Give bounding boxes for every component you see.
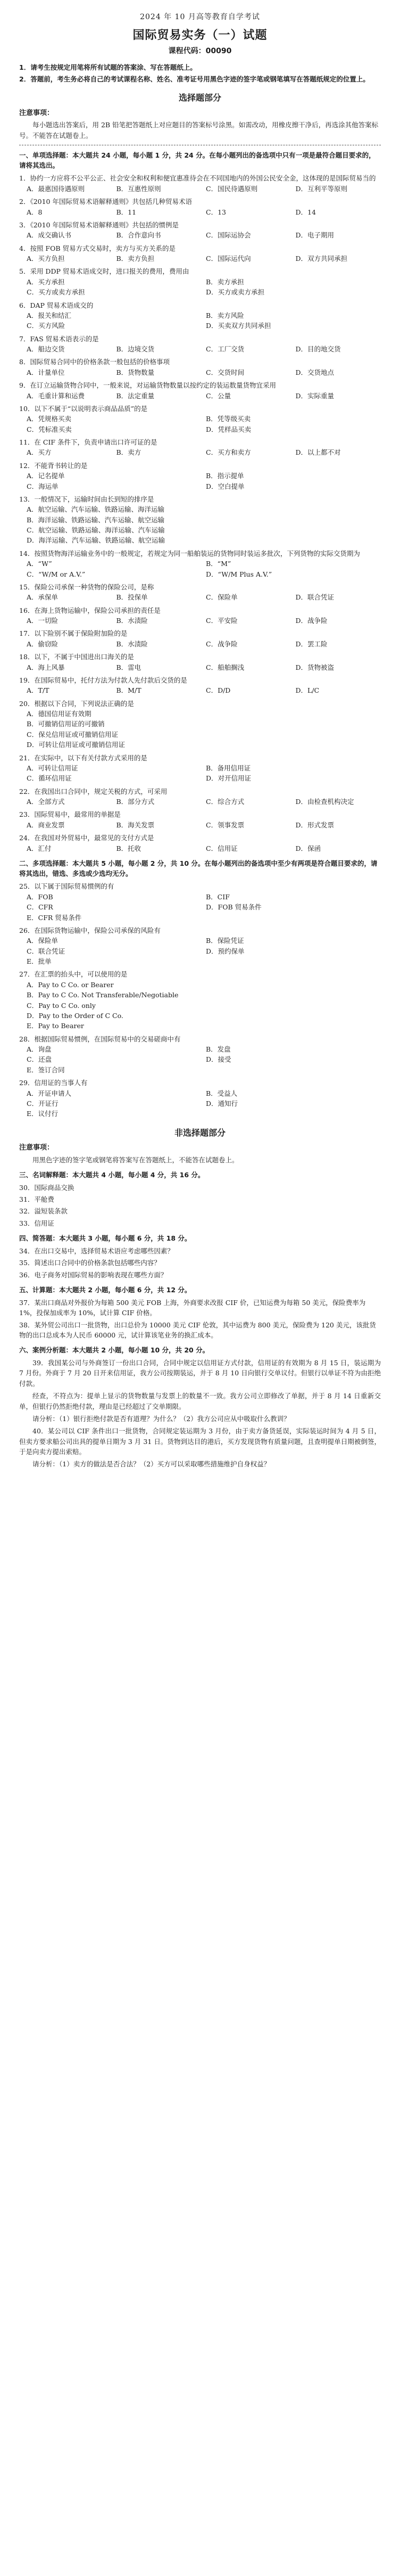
option: D．海洋运输、汽车运输、铁路运输、航空运输 [27, 536, 165, 545]
option: C．买方风险 [27, 322, 65, 330]
option: B．受益人 [206, 1089, 238, 1097]
option: A．“W” [27, 560, 52, 568]
question [19, 357, 381, 378]
option: C．综合方式 [206, 798, 245, 806]
option: C．循环信用证 [27, 774, 72, 783]
question [19, 173, 381, 194]
option-list [27, 892, 381, 923]
option: A．报关和结汇 [27, 311, 72, 319]
question: 36．电子商务对国际贸易的影响表现在哪些方面？ [19, 1270, 168, 1279]
section4-questions [19, 1246, 381, 1280]
option: E．签订合同 [27, 1065, 65, 1074]
option-list [27, 763, 381, 784]
question-stem: 17．以下险别不属于保险附加险的是 [19, 629, 128, 638]
part1-title: 选择题部分 [178, 93, 221, 103]
section5-questions [19, 1298, 381, 1341]
question: 38．某外贸公司出口一批货物，出口总价为 10000 美元 CIF 伦敦，其中运费为 800 美元，保险费为 120 美元，该批货物的出口总成本为人民币 60000 元，试计算该笔业务的换汇成本。 [19, 1320, 376, 1339]
option: D．形式发票 [295, 821, 335, 829]
question [19, 266, 381, 297]
option: D．货物被盗 [295, 663, 335, 671]
option: B．指示提单 [206, 472, 244, 480]
option: C．工厂交货 [206, 345, 245, 354]
question-stem: 28．根据国际贸易惯例，在国际贸易中的交易磋商中有 [19, 1035, 181, 1043]
question [19, 1078, 381, 1119]
question-stem: 2．《2010 年国际贸易术语解释通则》共包括几种贸易术语 [19, 198, 192, 206]
option: D．预约保单 [206, 947, 245, 955]
question: 32．溢短装条款 [19, 1207, 68, 1216]
option: D．通知行 [206, 1099, 238, 1107]
option-list [27, 253, 381, 264]
option: B．海洋运输、铁路运输、汽车运输、航空运输 [27, 515, 165, 524]
section4-head: 四、简答题：本大题共 3 小题，每小题 6 分，共 18 分。 [19, 1234, 191, 1243]
option: A．买方承担 [27, 277, 65, 286]
section5-head: 五、计算题：本大题共 2 小题，每小题 6 分，共 12 分。 [19, 1286, 191, 1294]
option: C．凭标准买卖 [27, 425, 72, 433]
option-list [27, 559, 381, 579]
question-stem: 5．采用 DDP 贸易术语成交时，进口报关的费用，费用由 [19, 267, 189, 276]
option: C．“W/M or A.V.” [27, 570, 86, 578]
option: C．信用证 [206, 844, 238, 852]
option-list [27, 936, 381, 966]
option: A．承保单 [27, 593, 59, 602]
option: D．战争险 [295, 617, 328, 625]
option: D．买卖双方共同承担 [206, 322, 271, 330]
case40-para: 40．某公司以 CIF 条件出口一批货物，合同规定装运期为 3 月份，由于卖方备货延误，实际装运时间为 4 月 5 日，但卖方要求船公司出具的提单日期为 3 月 31 日。货物到达目的港后，买方发现货物有质量问题，且查明提单日期被倒签，于是向卖方提出索赔。 [19, 1427, 381, 1456]
case-40 [19, 1426, 381, 1470]
question [19, 809, 381, 830]
option: C．船舶搁浅 [206, 663, 245, 671]
option: C．13 [206, 208, 226, 216]
question [19, 925, 381, 967]
question-stem: 20．根据以下合同，下列说法正确的是 [19, 699, 134, 708]
option: E．批单 [27, 957, 52, 966]
option: C．联合凭证 [27, 947, 65, 955]
option-list [27, 980, 381, 1031]
option: C．开证行 [27, 1099, 59, 1107]
option: C．航空运输、铁路运输、海洋运输、汽车运输 [27, 526, 165, 535]
question-stem: 26．在国际货物运输中，保险公司承保的风险有 [19, 926, 161, 934]
option: A．海上风暴 [27, 663, 65, 671]
option: D．目的地交货 [295, 345, 341, 354]
question [19, 243, 381, 264]
section3-questions [19, 1183, 381, 1229]
question [19, 628, 381, 649]
question-stem: 22．在我国出口合同中，规定关税的方式，可采用 [19, 787, 168, 795]
option: B．合作意向书 [116, 231, 161, 240]
section3-head: 三、名词解释题：本大题共 4 小题，每小题 4 分，共 16 分。 [19, 1170, 205, 1179]
option: C．领事发票 [206, 821, 245, 829]
case39-para: 39．我国某公司与外商签订一份出口合同，合同中规定以信用证方式付款，信用证的有效期为 8 月 15 日，装运期为 7 月份。外商于 7 月 20 日开来信用证，我方公司按期装运，并于 8 月 10 日向银行交单议付。但银行以单证不符为由拒绝付款。 [19, 1359, 381, 1388]
question-stem: 8．国际贸易合同中的价格条款一般包括的价格事项 [19, 358, 170, 366]
option: B．M/T [116, 686, 141, 695]
option-list [27, 1088, 381, 1119]
question-stem: 16．在海上货物运输中，保险公司承担的责任是 [19, 606, 161, 614]
option: D．Pay to the Order of C Co. [27, 1011, 123, 1020]
option: C．买方或卖方承担 [27, 288, 85, 297]
option-list [27, 1044, 381, 1075]
part1-notice-text: 每小题选出答案后，用 2B 铅笔把答题纸上对应题目的答案标号涂黑。如需改动，用橡皮擦干净后，再选涂其他答案标号。不能答在试题卷上。 [19, 121, 379, 140]
question [19, 881, 381, 923]
question [19, 833, 381, 854]
option: A．汇付 [27, 844, 52, 852]
option: C．Pay to C Co. only [27, 1001, 96, 1010]
option-list [27, 310, 381, 331]
option-list [27, 843, 381, 854]
option: A．凭规格买卖 [27, 415, 72, 423]
question-stem: 1．协约一方应将不公平公正、社会安全和权利和便宜惠准待会在不同国地内的外国公民安全金，这体现的是国际贸易当的 [19, 174, 376, 183]
option-list [27, 344, 381, 354]
option: B．互惠性原则 [116, 184, 161, 193]
question [19, 300, 381, 331]
option: B．CIF [206, 892, 230, 901]
option-list [27, 592, 381, 602]
option: C．D/D [206, 686, 231, 695]
question-stem: 4．按照 FOB 贸易方式交易时，卖方与买方关系的是 [19, 244, 176, 252]
notice-1: 1．请考生按规定用笔将所有试题的答案涂、写在答题纸上。 [19, 63, 197, 72]
option: B．卖方承担 [206, 277, 244, 286]
question-stem: 25．以下属于国际贸易惯例的有 [19, 882, 114, 891]
option: D．买方或卖方承担 [206, 288, 265, 297]
question-stem: 29．信用证的当事人有 [19, 1079, 88, 1087]
option: B．托收 [116, 844, 141, 852]
option: D．接受 [206, 1055, 231, 1064]
section1-head: 一、单项选择题：本大题共 24 小题，每小题 1 分，共 24 分。在每小题列出的备选项中只有一项是最符合题目要求的，请将其选出。 [19, 151, 376, 169]
question [19, 969, 381, 1031]
part2-notice-text: 用黑色字迹的签字笔或钢笔将答案写在答题纸上，不能答在试题卷上。 [32, 1155, 239, 1164]
question-stem: 24．在我国对外贸易中，最常见的支付方式是 [19, 834, 154, 842]
option-list [27, 820, 381, 830]
question [19, 1034, 381, 1076]
option: B．凭等级买卖 [206, 415, 251, 423]
option: A．一切险 [27, 617, 59, 625]
option: B．发盘 [206, 1045, 231, 1054]
option: C．战争险 [206, 639, 238, 648]
option: A．FOB [27, 892, 53, 901]
option: D．“W/M Plus A.V.” [206, 570, 272, 578]
option-list [27, 797, 381, 807]
question: 37．某出口商品对外报价为每箱 500 美元 FOB 上海，外商要求改报 CIF 价，已知运费为每箱 50 美元，保险费率为 1%，投保加成率为 10%，试计算 CIF 价格。 [19, 1298, 366, 1317]
question: 31．平舱费 [19, 1195, 54, 1204]
option: D．罢工险 [295, 639, 328, 648]
option: D．可转让信用证或可撤销信用证 [27, 741, 126, 749]
option-list [27, 391, 381, 401]
option: D．交货地点 [295, 368, 335, 376]
option: D．凭样品买卖 [206, 425, 252, 433]
option-list [27, 447, 381, 457]
option: D．电子期用 [295, 231, 335, 240]
option-list [27, 184, 381, 194]
option: A．成交确认书 [27, 231, 72, 240]
question-stem: 6．DAP 贸易术语成交的 [19, 301, 94, 309]
question-stem: 21．在实际中，以下有关付款方式采用的是 [19, 753, 147, 762]
option-list [27, 471, 381, 491]
option: D．联合凭证 [295, 593, 335, 602]
option: E．Pay to Bearer [27, 1022, 84, 1030]
part1-notice-head: 注意事项： [19, 109, 54, 118]
option: A．航空运输、汽车运输、铁路运输、海洋运输 [27, 505, 165, 514]
option: A．可转让信用证 [27, 764, 78, 772]
general-notices [19, 62, 381, 84]
option: A．毛重计算和运费 [27, 391, 85, 400]
option-list [27, 685, 381, 695]
option: C．CFR [27, 903, 53, 912]
option: A．买方 [27, 448, 52, 457]
course-code: 课程代码：00090 [168, 46, 232, 55]
option: D．FOB 贸易条件 [206, 903, 262, 912]
question-stem: 12．不能背书转让的是 [19, 461, 88, 470]
question [19, 380, 381, 401]
question [19, 220, 381, 241]
option: C．买方和卖方 [206, 448, 251, 457]
option: A．Pay to C Co. or Bearer [27, 980, 114, 989]
option-list [27, 207, 381, 217]
question: 35．简述出口合同中的价格条款包括哪些内容？ [19, 1259, 161, 1267]
option: A．船边交货 [27, 345, 65, 354]
option: B．保险凭证 [206, 937, 244, 945]
case40-para: 请分析：（1）卖方的做法是否合法？（2）买方可以采取哪些措施维护自身权益？ [32, 1460, 271, 1469]
option: A．德国信用证有效期 [27, 710, 91, 718]
question [19, 404, 381, 434]
option: A．记名提单 [27, 472, 65, 480]
section2-questions [19, 881, 381, 1119]
option: C．国际运代向 [206, 255, 251, 263]
option: B．备用信用证 [206, 764, 251, 772]
question [19, 786, 381, 807]
option: D．互利平等原则 [295, 184, 348, 193]
question-stem: 9．在订立运输货物合同中，一般来说，对运输货物数量以按约定的装运数量货物宜采用 [19, 381, 276, 390]
option: A．商业发票 [27, 821, 65, 829]
question [19, 582, 381, 603]
option: D．保函 [295, 844, 321, 852]
option: D．空白提单 [206, 482, 245, 490]
option-list [27, 414, 381, 434]
option: B．卖方负担 [116, 255, 155, 263]
option: A．T/T [27, 686, 49, 695]
question-stem: 10．以下不属于“以说明表示商品品质”的是 [19, 404, 148, 413]
option-list [27, 230, 381, 240]
option: C．还盘 [27, 1055, 52, 1064]
option: B．法定重量 [116, 391, 155, 400]
case39-para: 经查，不符点为：提单上显示的货物数量与发票上的数量不一致。我方公司立即修改了单据，并于 8 月 14 日重新交单，但银行仍然拒绝付款，理由是已经超过了交单期限。 [19, 1392, 381, 1410]
part2-title: 非选择题部分 [174, 1127, 226, 1138]
option: A．开证申请人 [27, 1089, 72, 1097]
option-list [27, 639, 381, 649]
option-list [27, 709, 381, 750]
question [19, 334, 381, 355]
question-stem: 7．FAS 贸易术语表示的是 [19, 334, 99, 343]
option: A．最惠国待遇原则 [27, 184, 85, 193]
option: A．计量单位 [27, 368, 65, 376]
option-list [27, 504, 381, 546]
question [19, 437, 381, 458]
question-stem: 14．按照货物海洋运输业务中的一般规定，若规定为同一船舶装运的货物同时装运多批次，下列货物的实际交货期为 [19, 549, 360, 557]
question [19, 461, 381, 491]
question [19, 548, 381, 579]
option: D．实际重量 [295, 391, 335, 400]
option: D．由检查机构决定 [295, 798, 354, 806]
question [19, 675, 381, 696]
question [19, 699, 381, 750]
option: B．边境交货 [116, 345, 155, 354]
question [19, 753, 381, 784]
question [19, 652, 381, 672]
option: B．“M” [206, 560, 231, 568]
option: B．卖方风险 [206, 311, 244, 319]
question-stem: 15．保险公司承保一种货物的保险公司，是称 [19, 583, 154, 591]
option: B．卖方 [116, 448, 141, 457]
option: A．8 [27, 208, 43, 216]
question: 30．国际商品交换 [19, 1183, 74, 1192]
option: C．国际运协会 [206, 231, 251, 240]
question: 34．在出口交易中，选择贸易术语应考虑哪些因素？ [19, 1246, 174, 1255]
option-list [27, 616, 381, 626]
option: A．保险单 [27, 937, 59, 945]
option: D．对开信用证 [206, 774, 252, 783]
exam-session-line: 2024 年 10 月高等教育自学考试 [140, 13, 260, 21]
exam-title: 国际贸易实务（一）试题 [132, 28, 268, 42]
option: E．CFR 贸易条件 [27, 913, 82, 922]
question [19, 605, 381, 626]
option: C．保兑信用证或可撤销信用证 [27, 730, 119, 739]
option: B．可撤销信用证的可撤销 [27, 720, 105, 728]
option: A．全部方式 [27, 798, 65, 806]
question-stem: 11．在 CIF 条件下，负责申请出口许可证的是 [19, 438, 157, 447]
option: D．以上都不对 [295, 448, 341, 457]
option: C．保险单 [206, 593, 238, 602]
option: D．双方共同承担 [295, 255, 348, 263]
option: B．投保单 [116, 593, 148, 602]
option: C．平安险 [206, 617, 238, 625]
option: B．货物数量 [116, 368, 155, 376]
part1-notice [19, 108, 381, 141]
question-stem: 13．一般情况下，运输时间由长到短的排序是 [19, 495, 154, 503]
option-list [27, 367, 381, 378]
option: B．Pay to C Co. Not Transferable/Negotiable [27, 991, 179, 999]
section6-head: 六、案例分析题：本大题共 2 小题，每小题 10 分，共 20 分。 [19, 1346, 210, 1355]
option: E．议付行 [27, 1110, 59, 1118]
part2-notice [19, 1143, 381, 1165]
option: C．海运单 [27, 482, 59, 490]
option: D．14 [295, 208, 316, 216]
question-stem: 19．在国际贸易中，托付方法为付款人先付款后交货的是 [19, 676, 187, 684]
question [19, 494, 381, 546]
section1-questions [19, 173, 381, 854]
question [19, 196, 381, 217]
question: 33．信用证 [19, 1219, 54, 1227]
question-stem: 3．《2010 年国际贸易术语解释通则》共包括的惯例是 [19, 220, 179, 229]
option: B．雷电 [116, 663, 141, 671]
part2-notice-head: 注意事项： [19, 1144, 54, 1152]
option: B．水渍险 [116, 617, 148, 625]
option: C．国民待遇原则 [206, 184, 258, 193]
option: B．11 [116, 208, 137, 216]
case-39 [19, 1358, 381, 1424]
case39-para: 请分析：（1）银行拒绝付款是否有道理？为什么？（2）我方公司应从中吸取什么教训？ [32, 1414, 290, 1423]
option: C．公量 [206, 391, 231, 400]
option: A．偷窃险 [27, 639, 59, 648]
question-stem: 18．以下，不属于中国进出口海关的是 [19, 653, 134, 661]
option-list [27, 662, 381, 672]
section2-head: 二、多项选择题：本大题共 5 小题，每小题 2 分，共 10 分。在每小题列出的备选项中至少有两项是符合题目要求的，请将其选出，错选、多选或少选均无分。 [19, 859, 378, 877]
notice-2: 2．答题前，考生务必将自己的考试课程名称、姓名、准考证号用黑色字迹的签字笔或钢笔填写在答题纸规定的位置上。 [19, 75, 370, 83]
option: B．部分方式 [116, 798, 155, 806]
option: B．水渍险 [116, 639, 148, 648]
option: C．交货时间 [206, 368, 245, 376]
option-list [27, 277, 381, 298]
option: D．L/C [295, 686, 320, 695]
question-stem: 23．国际贸易中，最常用的单据是 [19, 810, 121, 819]
option: A．买方负担 [27, 255, 65, 263]
question-stem: 27．在汇票的抬头中，可以使用的是 [19, 970, 128, 979]
option: B．海关发票 [116, 821, 155, 829]
option: A．询盘 [27, 1045, 52, 1054]
